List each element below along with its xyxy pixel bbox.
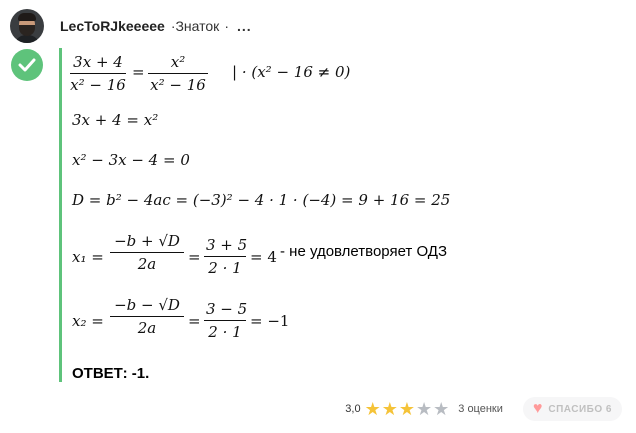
- answer-footer: [345, 396, 622, 422]
- x1-denominator: 2a: [137, 255, 157, 273]
- separator: ·: [224, 18, 229, 34]
- x1-numerator: −b + √D: [110, 232, 184, 253]
- x2-numerator-2: 3 − 5: [204, 300, 246, 321]
- eq-left-fraction: [70, 53, 126, 94]
- x1-denominator-2: 2 · 1: [208, 259, 242, 277]
- eq-right-fraction: [148, 53, 208, 94]
- x2-label: x₂ =: [72, 312, 104, 330]
- x1-fraction-2: [204, 236, 246, 277]
- x1-label: x₁ =: [72, 248, 104, 266]
- thanks-label: СПАСИБО 6: [548, 403, 612, 415]
- avatar[interactable]: [10, 9, 44, 43]
- x1-result: = 4: [250, 248, 277, 266]
- x2-equals: =: [188, 312, 201, 330]
- x2-denominator-2: 2 · 1: [208, 323, 242, 341]
- x2-denominator: 2a: [137, 319, 157, 337]
- star-empty-icon[interactable]: ★: [433, 399, 450, 419]
- star-filled-icon[interactable]: ★: [398, 399, 415, 419]
- rating-value: 3,0: [345, 403, 361, 415]
- x1-numerator-2: 3 + 5: [204, 236, 246, 257]
- x2-numerator: −b − √D: [110, 296, 184, 317]
- eq-left-denominator: x² − 16: [70, 76, 126, 94]
- x1-fraction: [110, 232, 184, 273]
- author-name[interactable]: LecToRJkeeeee: [60, 18, 165, 34]
- eq-equals: =: [132, 63, 145, 81]
- answer-header: [10, 8, 252, 44]
- more-options[interactable]: ...: [236, 18, 252, 34]
- thanks-button[interactable]: [523, 397, 622, 421]
- star-filled-icon[interactable]: ★: [381, 399, 398, 419]
- author-rank: ·Знаток: [170, 18, 220, 34]
- eq-multiplier: | · (x² − 16 ≠ 0): [232, 63, 351, 81]
- x1-equals: =: [188, 248, 201, 266]
- step-2: 3x + 4 = x²: [72, 111, 159, 129]
- step-3: x² − 3x − 4 = 0: [72, 151, 190, 169]
- discriminant-line: D = b² − 4ac = (−3)² − 4 · 1 · (−4) = 9 + 16 = 25: [72, 191, 451, 209]
- final-answer: ОТВЕТ: -1.: [72, 365, 150, 382]
- x2-fraction: [110, 296, 184, 337]
- x1-odz-note: - не удовлетворяет ОДЗ: [280, 243, 448, 260]
- author-info: [60, 18, 252, 34]
- eq-right-numerator: x²: [148, 53, 208, 74]
- answer-accent-bar: [59, 48, 62, 382]
- eq-left-numerator: 3x + 4: [70, 53, 126, 74]
- best-answer-check-icon: [11, 49, 43, 81]
- x2-result: = −1: [250, 312, 290, 330]
- x2-fraction-2: [204, 300, 246, 341]
- star-empty-icon[interactable]: ★: [415, 399, 433, 419]
- heart-icon: ♥: [532, 400, 543, 417]
- rating-stars[interactable]: [365, 400, 451, 418]
- eq-right-denominator: x² − 16: [150, 76, 206, 94]
- star-filled-icon[interactable]: ★: [364, 399, 381, 419]
- ratings-count: 3 оценки: [458, 403, 503, 415]
